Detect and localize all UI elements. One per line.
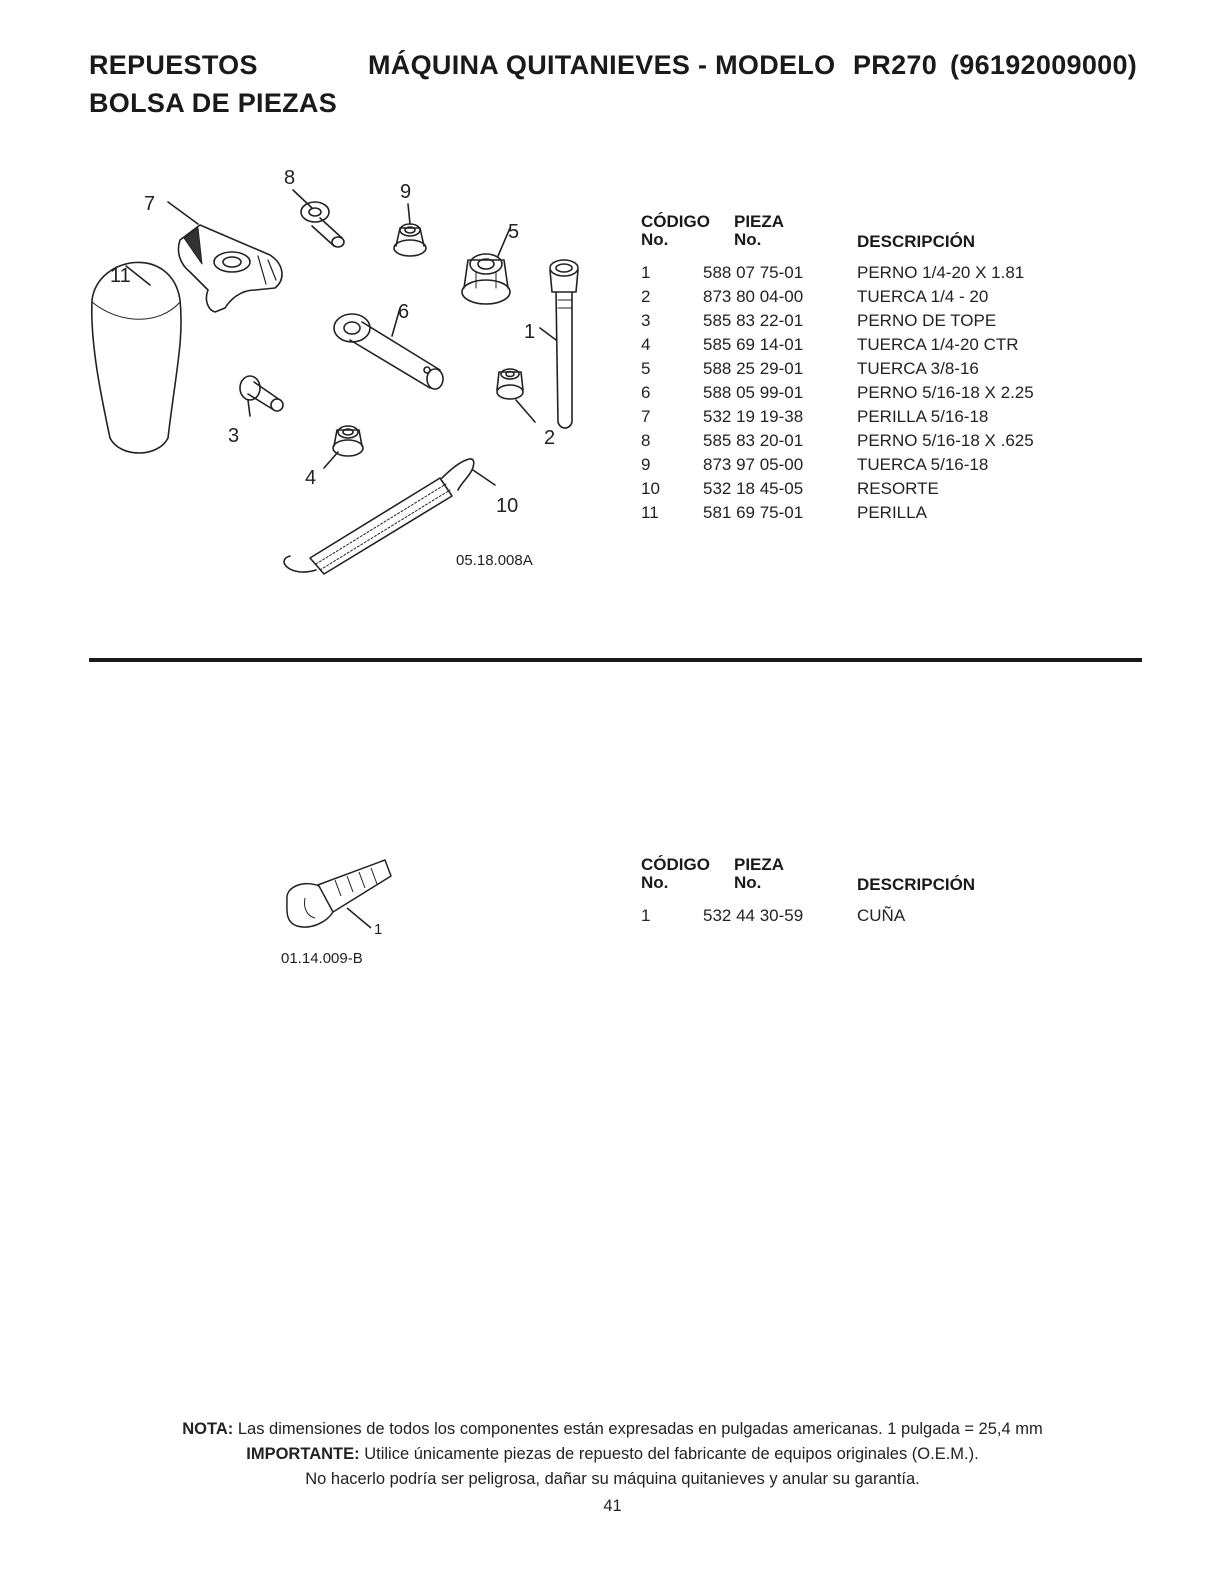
description-cell: TUERCA 1/4 - 20	[857, 287, 989, 306]
wedge-col-code-header-no: No.	[641, 873, 669, 892]
callout-2: 2	[544, 427, 556, 449]
part-number-cell: 532 19 19-38	[703, 407, 804, 426]
part-number-cell: 532 18 45-05	[703, 479, 804, 498]
wedge-col-desc-header: DESCRIPCIÓN	[857, 875, 976, 894]
description-cell: PERILLA	[857, 503, 927, 522]
knob-icon	[92, 262, 181, 453]
callout-7: 7	[144, 193, 156, 215]
callout-5: 5	[508, 221, 520, 243]
code-cell: 10	[641, 479, 660, 498]
wedge-icon	[287, 860, 391, 927]
important-line	[0, 1445, 1225, 1464]
wedge-callout-1: 1	[374, 921, 383, 938]
description-cell: RESORTE	[857, 479, 939, 498]
col-part-header-no: No.	[734, 230, 762, 249]
code-cell: 1	[641, 263, 651, 282]
callout-4: 4	[305, 467, 317, 489]
table-row	[641, 381, 1121, 405]
table-row	[641, 405, 1121, 429]
long-bolt-icon	[550, 260, 578, 428]
part-number-cell: 532 44 30-59	[703, 906, 804, 925]
col-part-header: PIEZA	[734, 212, 785, 231]
callout-8: 8	[284, 167, 296, 189]
wedge-col-part-header: PIEZA	[734, 855, 785, 874]
table-row	[641, 453, 1121, 477]
wedge-illustration	[275, 850, 415, 970]
table-row	[641, 357, 1121, 381]
wing-knob-icon	[178, 225, 282, 312]
part-number-cell: 585 83 22-01	[703, 311, 804, 330]
part-number-cell: 585 69 14-01	[703, 335, 804, 354]
table-row	[641, 285, 1121, 309]
important-label: IMPORTANTE:	[246, 1445, 360, 1463]
callout-11: 11	[110, 265, 131, 287]
wedge-col-code-header: CÓDIGO	[641, 855, 710, 874]
note-line	[0, 1420, 1225, 1439]
page-subtitle: BOLSA DE PIEZAS	[89, 88, 338, 118]
part-number-cell: 585 83 20-01	[703, 431, 804, 450]
figure-code-parts-bag: 05.18.008A	[456, 552, 533, 569]
code-cell: 11	[641, 503, 659, 522]
code-cell: 1	[641, 906, 651, 925]
nut-icon	[497, 369, 523, 399]
part-number-cell: 588 05 99-01	[703, 383, 804, 402]
machine-title: MÁQUINA QUITANIEVES - MODELO	[368, 50, 836, 80]
description-cell: PERNO 5/16-18 X .625	[857, 431, 1034, 450]
flange-nut-small-icon	[394, 224, 426, 256]
shoulder-bolt-icon	[240, 376, 283, 411]
code-cell: 3	[641, 311, 651, 330]
description-cell: TUERCA 5/16-18	[857, 455, 989, 474]
code-cell: 7	[641, 407, 651, 426]
code-cell: 2	[641, 287, 651, 306]
part-number-cell: 873 97 05-00	[703, 455, 804, 474]
section-divider	[89, 658, 1142, 662]
section-title: REPUESTOS	[89, 50, 258, 80]
callout-10: 10	[496, 495, 519, 517]
note-label: NOTA:	[182, 1420, 234, 1438]
description-cell: PERNO DE TOPE	[857, 311, 997, 330]
model-code: (96192009000)	[950, 50, 1138, 80]
part-number-cell: 873 80 04-00	[703, 287, 804, 306]
part-number-cell: 588 25 29-01	[703, 359, 804, 378]
wedge-diagram	[275, 850, 415, 970]
part-number-cell: 588 07 75-01	[703, 263, 804, 282]
short-bolt-icon	[301, 202, 344, 247]
table-row	[641, 501, 1121, 525]
flange-nut-large-icon	[462, 254, 510, 304]
code-cell: 4	[641, 335, 651, 354]
table-row	[641, 904, 1121, 928]
note-text: Las dimensiones de todos los componentes están expresadas en pulgadas americanas. 1 pulgada = 25,4 mm	[233, 1420, 1043, 1438]
callout-9: 9	[400, 181, 412, 203]
col-code-header-no: No.	[641, 230, 669, 249]
callout-6: 6	[398, 301, 410, 323]
carriage-bolt-icon	[334, 314, 443, 389]
parts-bag-diagram	[80, 160, 600, 600]
description-cell: PERNO 5/16-18 X 2.25	[857, 383, 1034, 402]
page-number: 41	[603, 1497, 622, 1515]
description-cell: TUERCA 3/8-16	[857, 359, 979, 378]
description-cell: CUÑA	[857, 906, 906, 925]
callout-3: 3	[228, 425, 240, 447]
warning-line: No hacerlo podría ser peligrosa, dañar su máquina quitanieves y anular su garantía.	[305, 1470, 920, 1488]
table-row	[641, 261, 1121, 285]
model-name: PR270	[853, 50, 938, 80]
col-code-header: CÓDIGO	[641, 212, 710, 231]
code-cell: 9	[641, 455, 651, 474]
table-row	[641, 477, 1121, 501]
col-desc-header: DESCRIPCIÓN	[857, 232, 976, 251]
code-cell: 6	[641, 383, 651, 402]
description-cell: PERNO 1/4-20 X 1.81	[857, 263, 1025, 282]
figure-code-wedge: 01.14.009-B	[281, 950, 363, 967]
important-text: Utilice únicamente piezas de repuesto del fabricante de equipos originales (O.E.M.).	[359, 1445, 979, 1463]
wedge-col-part-header-no: No.	[734, 873, 762, 892]
description-cell: PERILLA 5/16-18	[857, 407, 989, 426]
description-cell: TUERCA 1/4-20 CTR	[857, 335, 1019, 354]
parts-bag-illustration	[80, 160, 600, 600]
table-row	[641, 333, 1121, 357]
code-cell: 5	[641, 359, 651, 378]
code-cell: 8	[641, 431, 651, 450]
callout-1: 1	[524, 321, 536, 343]
table-row	[641, 429, 1121, 453]
part-number-cell: 581 69 75-01	[703, 503, 804, 522]
table-row	[641, 309, 1121, 333]
